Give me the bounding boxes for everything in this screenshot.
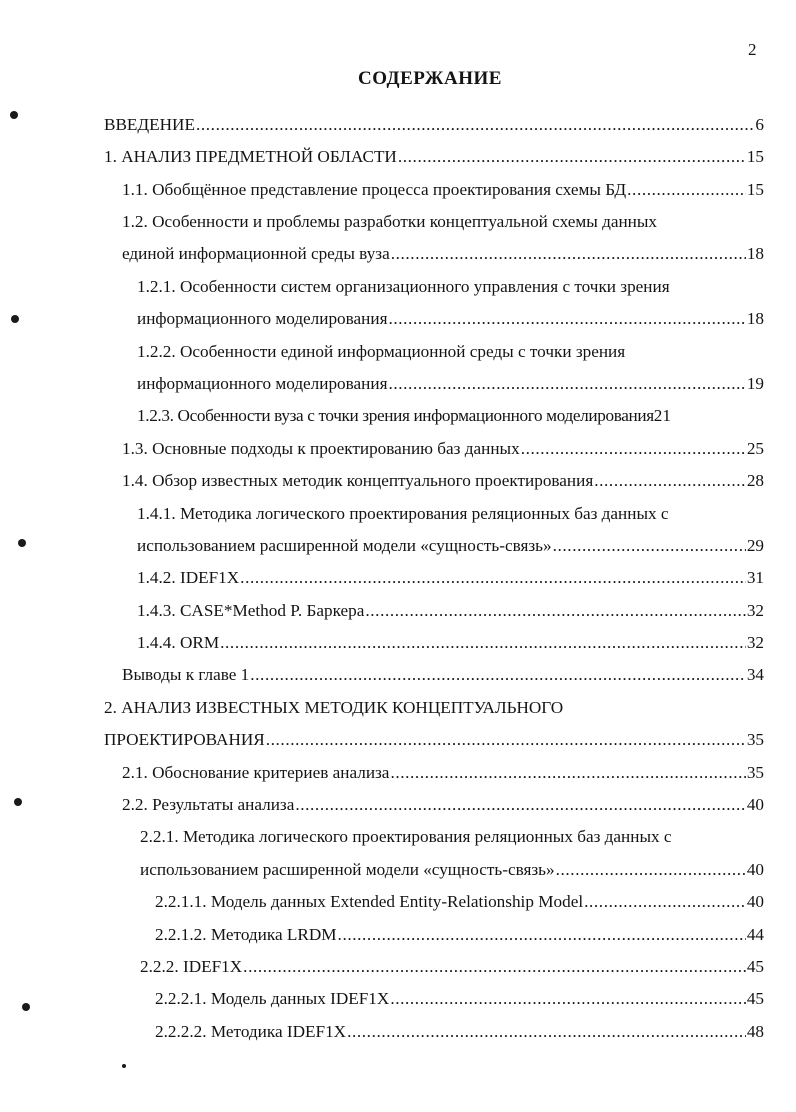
toc-entry-1-1[interactable] bbox=[122, 179, 764, 201]
toc-entry-page: 35 bbox=[746, 730, 764, 749]
toc-entry-text: 1.4.4. ORM bbox=[137, 633, 220, 652]
toc-entry-page: 25 bbox=[746, 439, 764, 458]
toc-entry-page: 21 bbox=[653, 406, 671, 425]
toc-entry-page: 34 bbox=[746, 665, 764, 684]
toc-leader-dots bbox=[388, 373, 745, 395]
toc-entry-2[interactable] bbox=[104, 729, 764, 751]
toc-entry-2-2-1[interactable] bbox=[140, 859, 764, 881]
toc-entry-page: 40 bbox=[746, 892, 764, 911]
scan-mark bbox=[22, 1003, 30, 1011]
toc-entry-page: 15 bbox=[746, 147, 764, 166]
toc-leader-dots bbox=[553, 535, 746, 557]
toc-leader-dots bbox=[390, 988, 746, 1010]
scan-mark bbox=[122, 1064, 126, 1068]
toc-leader-dots bbox=[398, 146, 746, 168]
page-title: СОДЕРЖАНИЕ bbox=[358, 68, 502, 89]
toc-entry-page: 45 bbox=[746, 989, 764, 1008]
toc-entry-2-2-2-2[interactable] bbox=[155, 1021, 764, 1043]
toc-leader-dots bbox=[556, 859, 746, 881]
toc-entry-conclusions-1[interactable] bbox=[122, 664, 764, 686]
toc-leader-dots bbox=[391, 243, 746, 265]
toc-entry-text: Выводы к главе 1 bbox=[122, 665, 250, 684]
toc-entry-1-2-3[interactable] bbox=[137, 405, 764, 427]
toc-leader-dots bbox=[250, 664, 746, 686]
toc-entry-1-2-1[interactable] bbox=[137, 308, 764, 330]
toc-entry-page: 29 bbox=[746, 536, 764, 555]
toc-entry-1-4-2[interactable] bbox=[137, 567, 764, 589]
scan-mark bbox=[11, 315, 19, 323]
toc-entry-1[interactable] bbox=[104, 146, 764, 168]
toc-entry-page: 40 bbox=[746, 795, 764, 814]
toc-entry-page: 19 bbox=[746, 374, 764, 393]
page-number: 2 bbox=[748, 40, 757, 59]
toc-entry-1-4[interactable] bbox=[122, 470, 764, 492]
toc-entry-page: 32 bbox=[746, 633, 764, 652]
toc-entry-2-2-1-2[interactable] bbox=[155, 924, 764, 946]
toc-leader-dots bbox=[521, 438, 746, 460]
toc-entry-text: 2.2.2.1. Модель данных IDEF1X bbox=[155, 989, 390, 1008]
toc-entry-text: 1.1. Обобщённое представление процесса проектирования схемы БД bbox=[122, 180, 627, 199]
toc-entry-text: информационного моделирования bbox=[137, 309, 388, 328]
toc-entry-page: 48 bbox=[746, 1022, 764, 1041]
toc-entry-text: 1.3. Основные подходы к проектированию баз данных bbox=[122, 439, 520, 458]
toc-entry-text: 1.4. Обзор известных методик концептуального проектирования bbox=[122, 471, 594, 490]
scan-mark bbox=[18, 539, 26, 547]
toc-entry-page: 40 bbox=[746, 860, 764, 879]
toc-entry-2-2-1-line1[interactable]: 2.2.1. Методика логического проектирования реляционных баз данных с bbox=[140, 827, 672, 846]
toc-entry-text: 2.2.2. IDEF1X bbox=[140, 957, 243, 976]
toc-entry-page: 18 bbox=[746, 244, 764, 263]
toc-entry-text: использованием расширенной модели «сущность-связь» bbox=[140, 860, 555, 879]
toc-leader-dots bbox=[220, 632, 746, 654]
toc-entry-text: информационного моделирования bbox=[137, 374, 388, 393]
toc-leader-dots bbox=[594, 470, 746, 492]
toc-entry-page: 18 bbox=[746, 309, 764, 328]
toc-entry-1-2[interactable] bbox=[122, 243, 764, 265]
toc-leader-dots bbox=[388, 308, 745, 330]
toc-entry-page: 45 bbox=[746, 957, 764, 976]
toc-entry-text: 1.2.3. Особенности вуза с точки зрения информационного моделирования bbox=[137, 406, 654, 425]
toc-entry-text: 2.1. Обоснование критериев анализа bbox=[122, 763, 390, 782]
toc-entry-2-1[interactable] bbox=[122, 762, 764, 784]
scan-mark bbox=[14, 798, 22, 806]
toc-entry-page: 15 bbox=[746, 180, 764, 199]
toc-leader-dots bbox=[627, 179, 746, 201]
toc-entry-text: 2.2.1.2. Методика LRDM bbox=[155, 925, 337, 944]
toc-entry-text: ВВЕДЕНИЕ bbox=[104, 115, 195, 134]
toc-entry-text: 1.4.3. CASE*Method P. Баркера bbox=[137, 601, 365, 620]
toc-entry-introduction[interactable] bbox=[104, 114, 764, 136]
toc-entry-text: 1.4.2. IDEF1X bbox=[137, 568, 240, 587]
toc-leader-dots bbox=[390, 762, 745, 784]
toc-entry-2-2-2-1[interactable] bbox=[155, 988, 764, 1010]
toc-entry-text: ПРОЕКТИРОВАНИЯ bbox=[104, 730, 265, 749]
toc-entry-page: 44 bbox=[746, 925, 764, 944]
scan-mark bbox=[10, 111, 18, 119]
toc-entry-text: 2.2.2.2. Методика IDEF1X bbox=[155, 1022, 347, 1041]
toc-leader-dots bbox=[338, 924, 746, 946]
toc-entry-text: единой информационной среды вуза bbox=[122, 244, 390, 263]
toc-entry-1-2-line1[interactable]: 1.2. Особенности и проблемы разработки концептуальной схемы данных bbox=[122, 212, 657, 231]
toc-entry-2-2-2[interactable] bbox=[140, 956, 764, 978]
toc-entry-text: 2.2. Результаты анализа bbox=[122, 795, 295, 814]
toc-entry-page: 6 bbox=[755, 115, 764, 134]
toc-leader-dots bbox=[365, 600, 745, 622]
toc-entry-1-4-4[interactable] bbox=[137, 632, 764, 654]
toc-leader-dots bbox=[196, 114, 754, 136]
toc-entry-page: 32 bbox=[746, 601, 764, 620]
toc-entry-1-4-3[interactable] bbox=[137, 600, 764, 622]
toc-entry-1-2-1-line1[interactable]: 1.2.1. Особенности систем организационного управления с точки зрения bbox=[137, 277, 670, 296]
toc-entry-text: использованием расширенной модели «сущность-связь» bbox=[137, 536, 552, 555]
toc-leader-dots bbox=[347, 1021, 746, 1043]
toc-entry-page: 28 bbox=[746, 471, 764, 490]
toc-leader-dots bbox=[584, 891, 746, 913]
toc-entry-1-4-1[interactable] bbox=[137, 535, 764, 557]
toc-entry-text: 1. АНАЛИЗ ПРЕДМЕТНОЙ ОБЛАСТИ bbox=[104, 147, 397, 166]
toc-leader-dots bbox=[243, 956, 746, 978]
toc-leader-dots bbox=[266, 729, 746, 751]
toc-entry-2-2-1-1[interactable] bbox=[155, 891, 764, 913]
toc-leader-dots bbox=[240, 567, 746, 589]
toc-entry-page: 31 bbox=[746, 568, 764, 587]
toc-entry-1-3[interactable] bbox=[122, 438, 764, 460]
toc-entry-2-line1[interactable]: 2. АНАЛИЗ ИЗВЕСТНЫХ МЕТОДИК КОНЦЕПТУАЛЬНОГО bbox=[104, 698, 564, 717]
toc-entry-1-2-2[interactable] bbox=[137, 373, 764, 395]
toc-leader-dots bbox=[295, 794, 745, 816]
toc-entry-1-2-2-line1[interactable]: 1.2.2. Особенности единой информационной среды с точки зрения bbox=[137, 342, 626, 361]
toc-entry-page: 35 bbox=[746, 763, 764, 782]
toc-entry-text: 2.2.1.1. Модель данных Extended Entity-Relationship Model bbox=[155, 892, 584, 911]
toc-entry-1-4-1-line1[interactable]: 1.4.1. Методика логического проектирования реляционных баз данных с bbox=[137, 504, 669, 523]
toc-entry-2-2[interactable] bbox=[122, 794, 764, 816]
